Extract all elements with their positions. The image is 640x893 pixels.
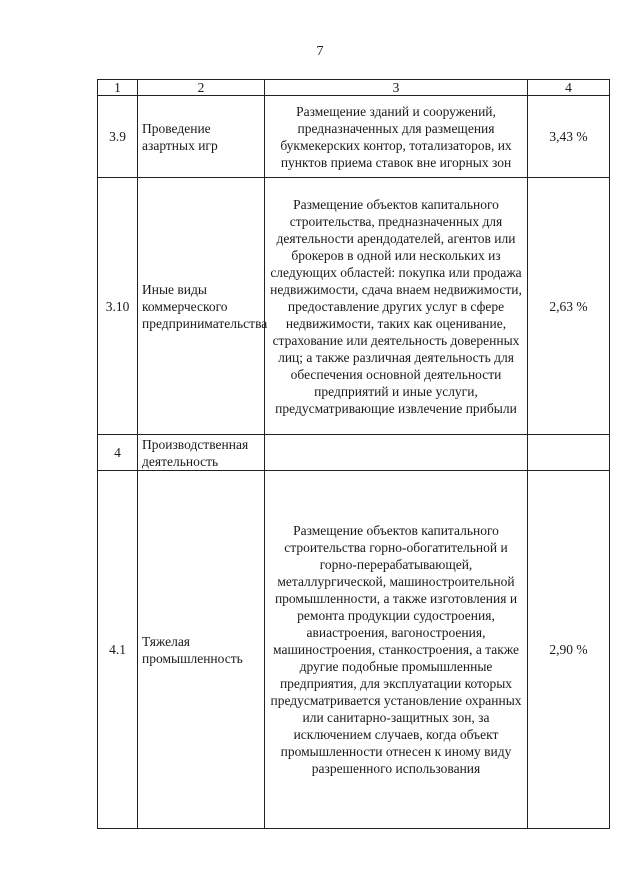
table-row bbox=[98, 471, 610, 829]
table-row bbox=[98, 96, 610, 178]
row-description bbox=[265, 435, 528, 471]
row-description: Размещение объектов капитального строительства, предназначенных для деятельности арендодателей, агентов или брокеров в одной или нескольких из следующих областей: покупка или продажа недвижимости, сдача внаем недвижимости, предоставление других услуг в сфере недвижимости, таких как оценивание, страхование или деятельность доверенных лиц; а также различная деятельность для обеспечения основной деятельности предприятий и иные услуги, предусматривающие извлечение прибыли bbox=[265, 178, 528, 435]
table-header-row bbox=[98, 80, 610, 96]
table-row bbox=[98, 178, 610, 435]
row-name: Проведение азартных игр bbox=[138, 96, 265, 178]
row-description: Размещение зданий и сооружений, предназначенных для размещения букмекерских контор, тотализаторов, их пунктов приема ставок вне игорных зон bbox=[265, 96, 528, 178]
row-name: Тяжелая промышленность bbox=[138, 471, 265, 829]
row-code: 4 bbox=[98, 435, 138, 471]
land-use-table bbox=[97, 79, 610, 829]
row-name: Иные виды коммерческого предпринимательства bbox=[138, 178, 265, 435]
row-value: 2,63 % bbox=[528, 178, 610, 435]
row-name: Производственная деятельность bbox=[138, 435, 265, 471]
row-code: 4.1 bbox=[98, 471, 138, 829]
page-number: 7 bbox=[316, 44, 324, 59]
header-cell: 3 bbox=[265, 80, 528, 96]
header-cell: 1 bbox=[98, 80, 138, 96]
row-description: Размещение объектов капитального строительства горно-обогатительной и горно-перерабатывающей, металлургической, машиностроительной промышленности, а также изготовления и ремонта продукции судостроения, авиастроения, вагоностроения, машиностроения, станкостроения, а также другие подобные промышленные предприятия, для эксплуатации которых предусматривается установление охранных или санитарно-защитных зон, за исключением случаев, когда объект промышленности отнесен к иному виду разрешенного использования bbox=[265, 471, 528, 829]
row-value bbox=[528, 435, 610, 471]
row-value: 3,43 % bbox=[528, 96, 610, 178]
table-row bbox=[98, 435, 610, 471]
row-value: 2,90 % bbox=[528, 471, 610, 829]
header-cell: 4 bbox=[528, 80, 610, 96]
row-code: 3.9 bbox=[98, 96, 138, 178]
header-cell: 2 bbox=[138, 80, 265, 96]
row-code: 3.10 bbox=[98, 178, 138, 435]
